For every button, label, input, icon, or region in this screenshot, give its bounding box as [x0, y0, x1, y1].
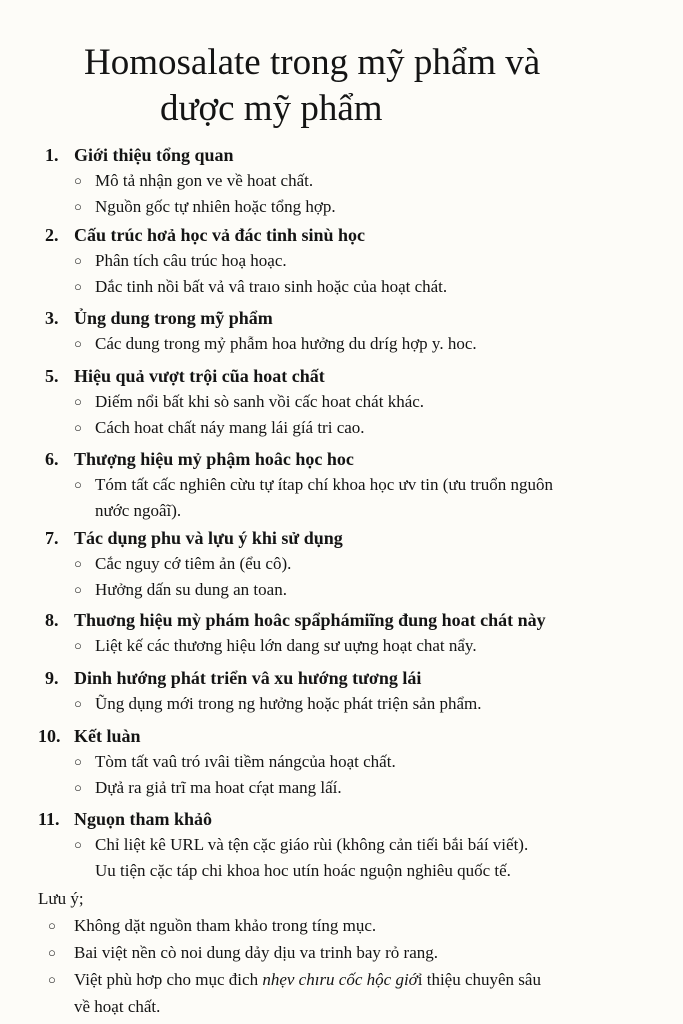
- circle-bullet-icon: ○: [74, 394, 82, 409]
- section-heading: [0, 363, 683, 389]
- circle-bullet-icon: ○: [74, 279, 82, 294]
- section-number: 1.: [45, 145, 59, 165]
- circle-bullet-icon: ○: [74, 173, 82, 188]
- section-2: [0, 222, 683, 305]
- list-item: ○ Dựả ra giả trĩ ma hoat cŕạt mang lấí.: [0, 775, 683, 801]
- section-heading: [0, 665, 683, 691]
- circle-bullet-icon: ○: [74, 638, 82, 653]
- section-number: 7.: [45, 528, 59, 548]
- italic-phrase: nhẹv chıru cốc hộc giớ: [262, 970, 418, 989]
- circle-bullet-icon: ○: [74, 253, 82, 268]
- circle-bullet-icon: ○: [74, 754, 82, 769]
- list-item: ○ Hưởng dấn su dung an toan.: [0, 577, 683, 603]
- page-title-line-2: dược mỹ phẩm: [160, 88, 383, 129]
- section-heading: [0, 305, 683, 331]
- section-heading: [0, 525, 683, 551]
- section-6: [0, 446, 683, 525]
- section-title: Tác dụng phu và lựu ý khi sử dụng: [74, 528, 343, 548]
- list-item: ○ Dắc tinh nồi bất vả vâ traıo sinh hoặc của hoạt chát.: [0, 274, 683, 300]
- notes-label: Lưu ý;: [38, 889, 84, 908]
- circle-bullet-icon: ○: [74, 696, 82, 711]
- list-item: ○ Diếm nổi bất khi sò sanh vồi cấc hoat chát khác.: [0, 389, 683, 415]
- list-item: ○ Ũng dụng mới trong ng hưởng hoặc phát triện sản phẩm.: [0, 691, 683, 717]
- outline-list: [0, 142, 683, 886]
- section-number: 3.: [45, 308, 59, 328]
- section-number: 5.: [45, 366, 59, 386]
- list-item: ○ Chỉ liệt kê URL và tện cặc giáo rùi (không cản tiếi bắi báí viết).: [0, 832, 683, 858]
- notes-list: [0, 912, 683, 1020]
- section-title: Nguọn tham khảô: [74, 809, 213, 829]
- note-item: ○ Bai việt nền cò noi dung dảy dịu va trinh bay rỏ rang.: [0, 939, 683, 966]
- circle-bullet-icon: ○: [74, 477, 82, 492]
- section-1: [0, 142, 683, 222]
- section-9: [0, 665, 683, 723]
- circle-bullet-icon: ○: [48, 972, 56, 987]
- section-title: Ủng dung trong mỹ phẩm: [74, 308, 273, 328]
- note-item: ○ Không dặt nguồn tham khảo trong tíng mục.: [0, 912, 683, 939]
- list-item-continuation: Uu tiện cặc táp chi khoa hoc utín hoác nguộn nghiêu quốc tế.: [95, 861, 511, 880]
- circle-bullet-icon: ○: [74, 420, 82, 435]
- note-item: ○ Việt phù hơp cho mục đich nhẹv chıru cốc hộc giớỉ thiệu chuyên sâu về hoạt chất.: [0, 966, 683, 1020]
- section-heading: [0, 607, 683, 633]
- page-title-line-1: Homosalate trong mỹ phẩm và: [84, 42, 541, 83]
- section-number: 9.: [45, 668, 59, 688]
- circle-bullet-icon: ○: [74, 199, 82, 214]
- section-title: Cấu trúc hơả học vả đác tinh sinù học: [74, 225, 366, 245]
- section-title: Thuơng hiệu mỳ phám hoâc spẩphámiĩng đung hoat chát này: [74, 610, 546, 630]
- circle-bullet-icon: ○: [48, 918, 56, 933]
- list-item: ○ Cách hoat chất náy mang lái gíá tri cao.: [0, 415, 683, 441]
- section-3: [0, 305, 683, 363]
- list-item: ○ Mô tả nhận gon ve về hoat chất.: [0, 168, 683, 194]
- section-number: 11.: [38, 809, 60, 829]
- circle-bullet-icon: ○: [74, 780, 82, 795]
- section-10: [0, 723, 683, 806]
- section-7: [0, 525, 683, 607]
- section-number: 8.: [45, 610, 59, 630]
- section-title: Giới thiệu tổng quan: [74, 145, 234, 165]
- section-11: [0, 806, 683, 886]
- section-heading: [0, 723, 683, 749]
- section-5: [0, 363, 683, 446]
- section-number: 6.: [45, 449, 59, 469]
- circle-bullet-icon: ○: [74, 582, 82, 597]
- list-item: ○ Các dung trong mỷ phẫm hoa hưởng du dríg hợp y. hoc.: [0, 331, 683, 357]
- section-title: Hiệu quả vượt trội cũa hoat chất: [74, 366, 325, 386]
- circle-bullet-icon: ○: [74, 837, 82, 852]
- list-item: ○ Liệt kế các thương hiệu lớn dang sư uựng hoạt chat nẩy.: [0, 633, 683, 659]
- section-heading: [0, 222, 683, 248]
- circle-bullet-icon: ○: [74, 556, 82, 571]
- list-item: ○ Tòm tất vaû tró ıvâi tiềm nángcủa hoạt chất.: [0, 749, 683, 775]
- section-number: 10.: [38, 726, 61, 746]
- list-item: ○ Cắc nguy cớ tiêm ản (ểu cô).: [0, 551, 683, 577]
- section-number: 2.: [45, 225, 59, 245]
- section-title: Kết luàn: [74, 726, 141, 746]
- circle-bullet-icon: ○: [74, 336, 82, 351]
- list-item: ○ Nguồn gốc tự nhiên hoặc tổng hợp.: [0, 194, 683, 220]
- list-item: ○ Tóm tất cấc nghiên cừu tự ítap chí khoa học ưv tin (ưu truổn nguôn: [0, 472, 683, 498]
- section-title: Dinh hướng phát triển vâ xu hướng tương lái: [74, 668, 422, 688]
- section-heading: [0, 142, 683, 168]
- list-item-continuation: nước ngoâĩ).: [95, 501, 182, 520]
- section-heading: [0, 446, 683, 472]
- list-item: ○ Phân tích câu trúc hoạ hoạc.: [0, 248, 683, 274]
- section-heading: [0, 806, 683, 832]
- section-title: Thượng hiệu mỷ phậm hoâc học hoc: [74, 449, 354, 469]
- circle-bullet-icon: ○: [48, 945, 56, 960]
- page-title: [0, 40, 683, 132]
- section-8: [0, 607, 683, 665]
